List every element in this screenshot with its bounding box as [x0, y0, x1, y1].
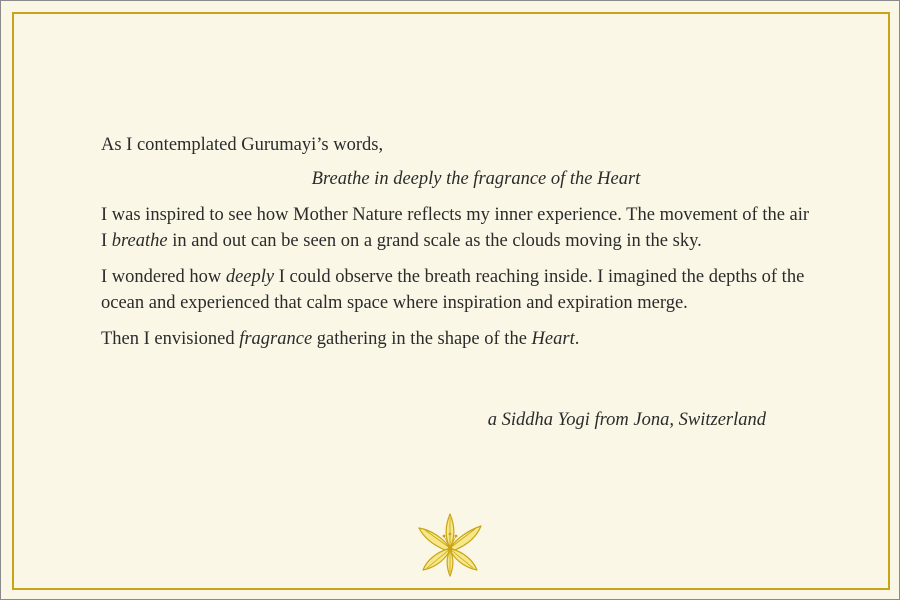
paragraph-1	[101, 202, 813, 254]
reflection-text	[101, 132, 813, 362]
paragraph-2-text-before: I wondered how	[101, 267, 226, 287]
paragraph-3-text-middle: gathering in the shape of the	[312, 329, 532, 349]
quote-line: Breathe in deeply the fragrance of the Heart	[311, 169, 641, 189]
paragraph-1-text-after: in and out can be seen on a grand scale as the clouds moving in the sky.	[167, 231, 702, 251]
paragraph-2-text-after: I could observe the breath reaching inside. I imagined the depths of the ocean and experienced that calm space where inspiration and expiration merge.	[101, 267, 805, 313]
paragraph-3-text-before: Then I envisioned	[101, 329, 240, 349]
intro-line: As I contemplated Gurumayi’s words,	[101, 135, 384, 155]
paragraph-2	[101, 264, 813, 316]
paragraph-3	[101, 326, 813, 352]
lily-flower-icon	[415, 508, 485, 578]
paragraph-2-emphasis: deeply	[225, 267, 275, 287]
paragraph-3-text-after: .	[574, 329, 580, 349]
paragraph-1-emphasis: breathe	[111, 231, 168, 251]
attribution: a Siddha Yogi from Jona, Switzerland	[487, 410, 766, 430]
paragraph-3-emphasis-1: fragrance	[239, 329, 313, 349]
paragraph-3-emphasis-2: Heart	[531, 329, 575, 349]
paragraph-1-text-before: I was inspired to see how Mother Nature reflects my inner experience. The movement of the air I	[101, 205, 810, 251]
